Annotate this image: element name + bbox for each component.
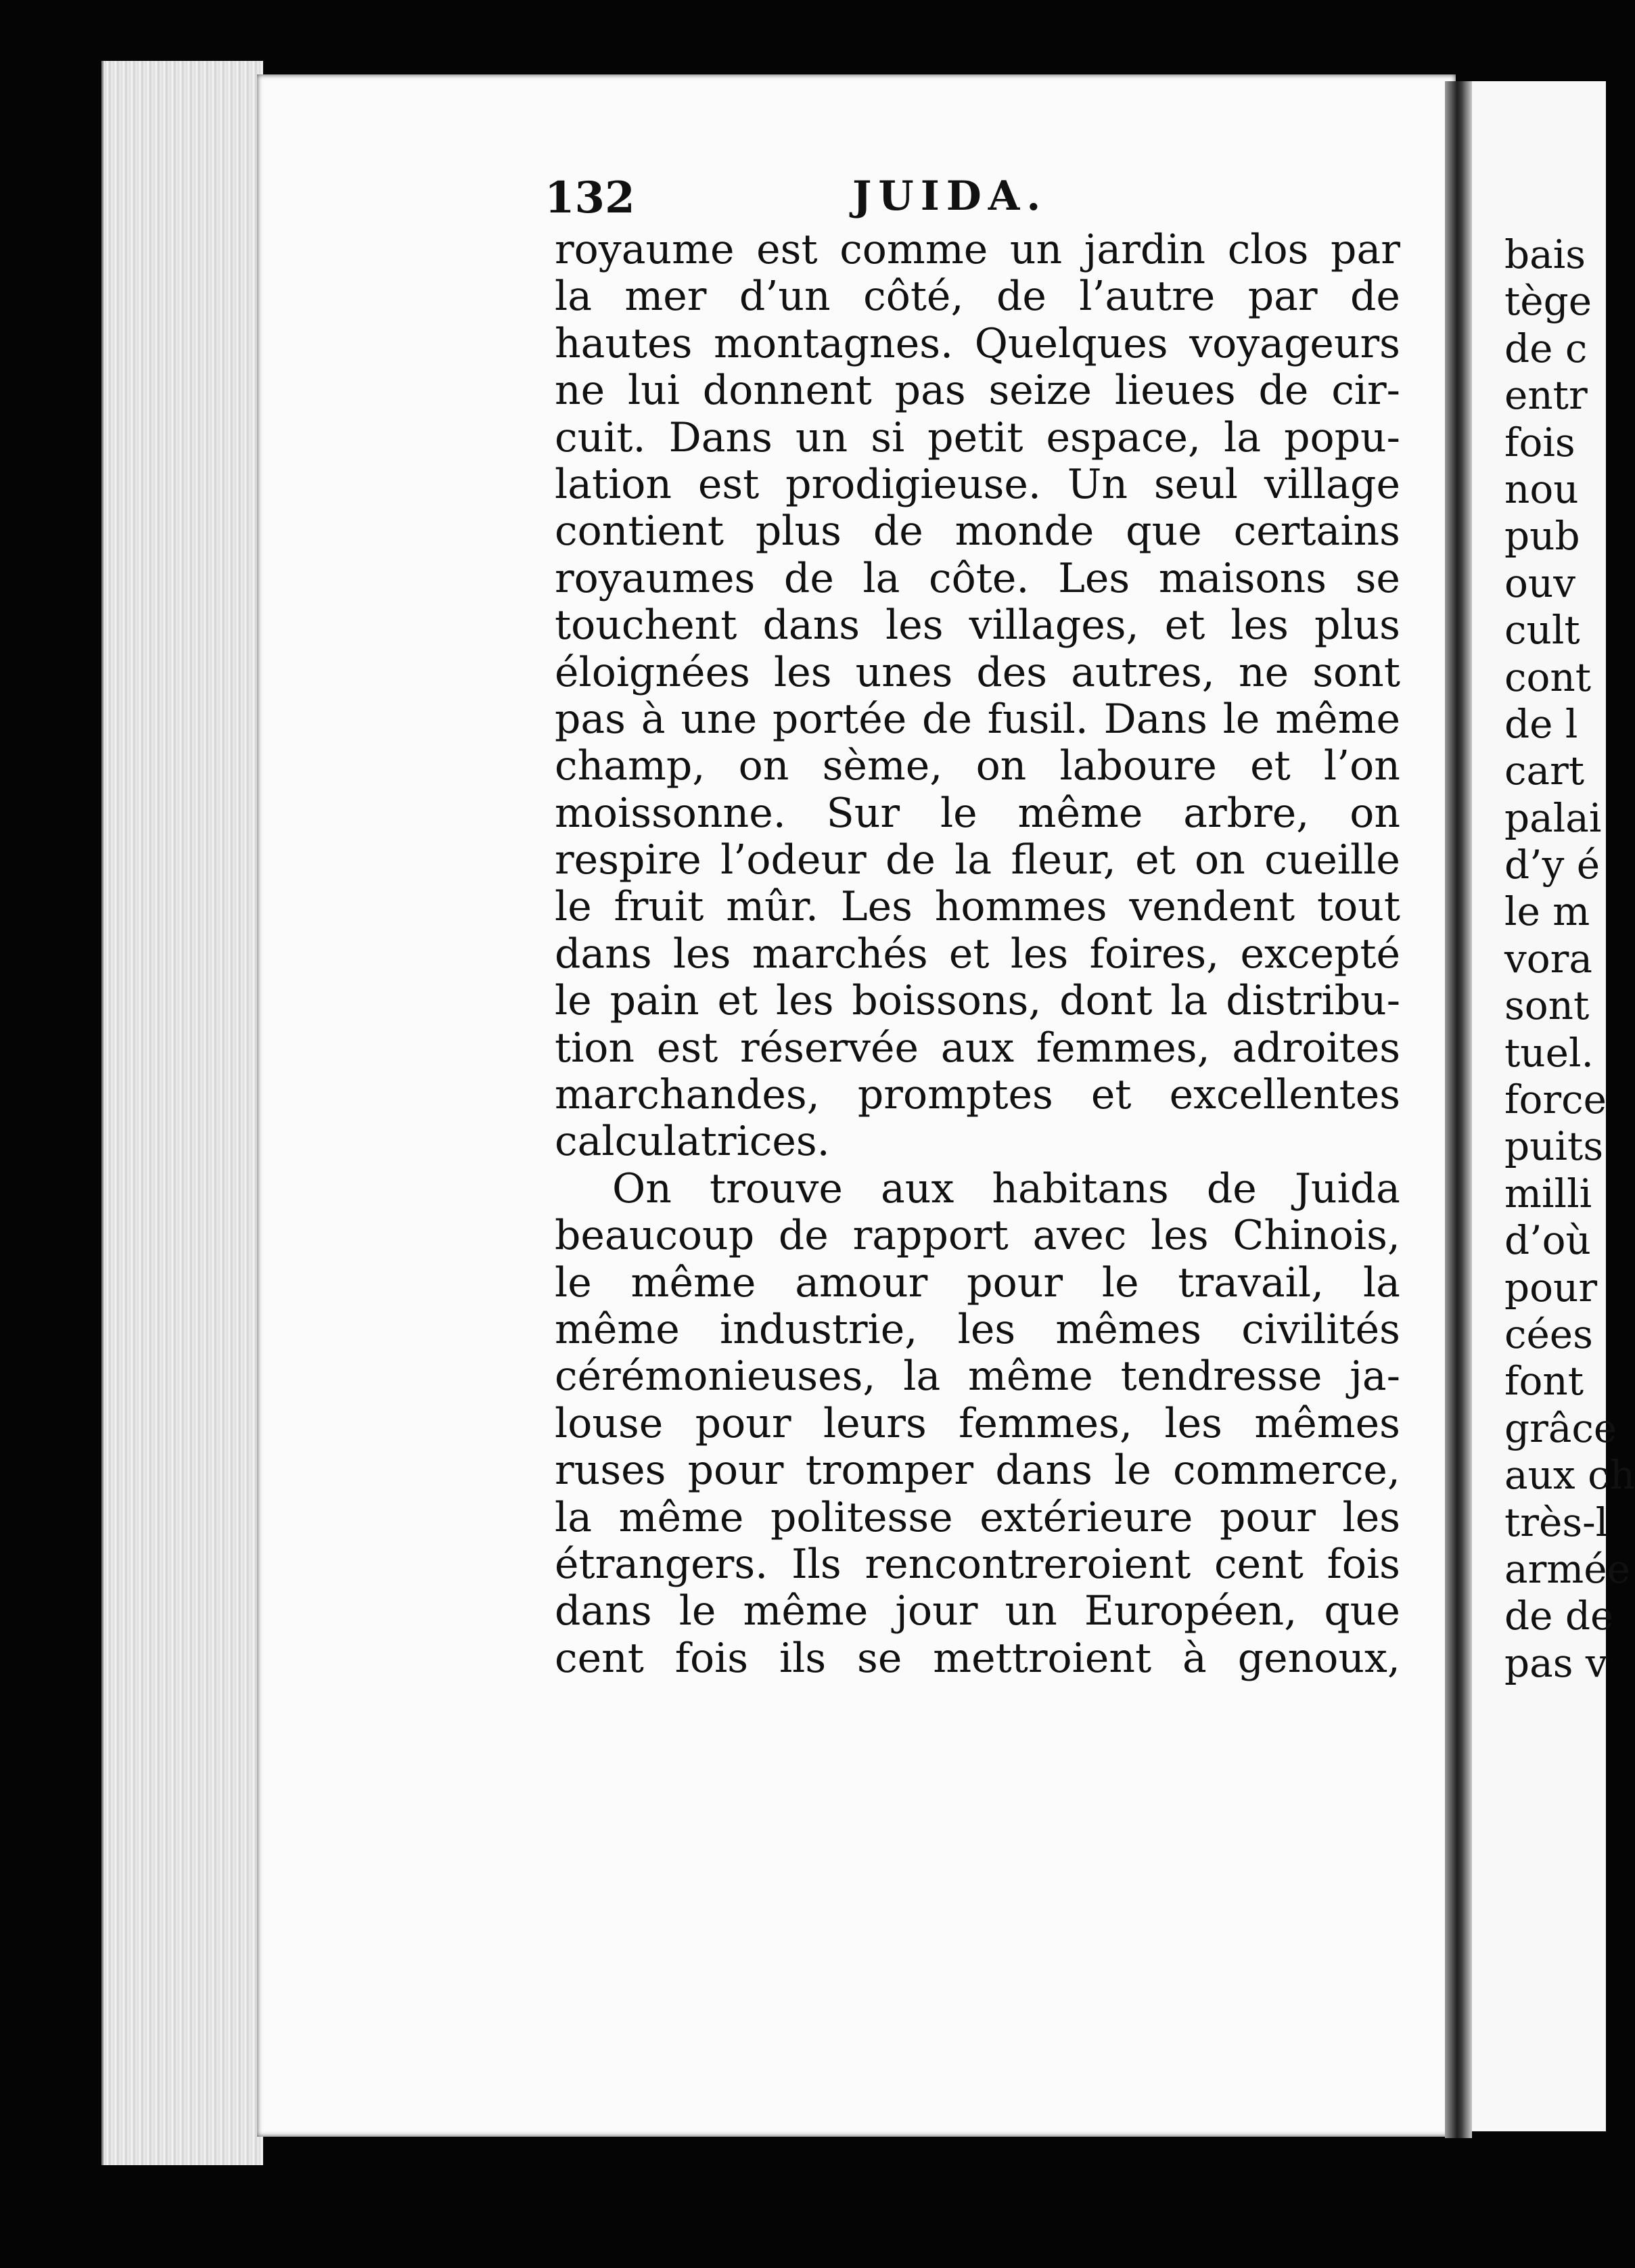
word: rapport [852,1212,1009,1260]
word: on [975,742,1027,790]
facing-line: cult [1504,607,1580,654]
word: marchandes, [555,1071,820,1119]
text-line [555,1118,1400,1165]
word: extérieure [980,1493,1193,1541]
word: certains [1233,507,1400,555]
word: ne [1238,648,1289,696]
facing-line: ouv [1504,560,1576,606]
word: côté, [863,273,964,321]
word: de [885,836,936,884]
word: les [1010,930,1069,978]
text-line [555,1635,1400,1682]
word: de [922,695,972,743]
word: voyageurs [1189,319,1400,367]
word: prodigieuse. [785,460,1042,508]
word: autres, [1071,648,1215,696]
word: même [618,1493,744,1541]
word: Européen, [1084,1587,1297,1635]
facing-page [1472,81,1635,2131]
word: cir- [1331,367,1400,415]
word: commerce, [1173,1447,1400,1495]
word: éloignées [555,648,750,696]
word: et [717,977,758,1025]
word: pas [894,367,966,415]
word: seize [988,367,1092,415]
word: de [778,1212,829,1260]
facing-line: tège [1504,278,1592,325]
word: Juida [1294,1164,1400,1212]
word: la [555,1493,592,1541]
word: l’on [1323,742,1400,790]
word: industrie, [720,1305,918,1353]
word: touchent [555,602,737,650]
word: respire [555,836,701,884]
word: cent [1214,1540,1304,1588]
text-line [555,1541,1400,1588]
word: est [656,1024,718,1072]
text-line [555,227,1400,273]
word: et [1164,602,1205,650]
word: excellentes [1169,1071,1400,1119]
word: des [976,648,1048,696]
word: clos [1227,226,1309,273]
word: jardin [1084,226,1206,273]
word: fois [1327,1540,1400,1588]
word: cueille [1264,836,1400,884]
text-line [555,367,1400,414]
word: le [555,1258,592,1307]
word: dans [555,1587,652,1635]
word: lieues [1114,367,1236,415]
word: ils [779,1634,827,1682]
word: ruses [555,1447,666,1495]
word: et [1135,836,1176,884]
word: les [1342,1493,1400,1541]
word: portée [772,695,907,743]
word: à [641,695,666,743]
word: pour [695,1399,791,1447]
word: travail, [1178,1258,1325,1307]
word: de [996,273,1046,321]
word: même [630,1258,756,1307]
facing-line: bais [1504,231,1586,277]
word: habitans [992,1164,1169,1212]
word: tendresse [1120,1353,1322,1401]
word: arbre, [1183,789,1310,837]
word: leurs [823,1399,927,1447]
word: civilités [1241,1305,1400,1353]
word: les [1151,1212,1209,1260]
text-line [555,602,1400,649]
word: Les [840,883,913,931]
text-line [555,1353,1400,1400]
word: adroites [1232,1024,1400,1072]
word: unes [855,648,953,696]
word: une [681,695,758,743]
word: les [885,602,944,650]
word: l’odeur [720,836,867,884]
facing-line: pour [1504,1264,1598,1311]
facing-line: puits [1504,1123,1604,1170]
word: se [1355,554,1400,602]
text-line [555,555,1400,602]
text-line [555,1401,1400,1447]
word: promptes [857,1071,1053,1119]
text-line [555,743,1400,790]
word: trouve [709,1164,843,1212]
text-line [555,273,1400,320]
text-line [555,1025,1400,1072]
word: le [940,789,977,837]
facing-line: très-l [1504,1499,1609,1545]
running-title: JUIDA. [852,173,1048,220]
word: même [555,1305,680,1353]
facing-line: nou [1504,466,1579,512]
word: le [678,1587,716,1635]
word: les [672,930,731,978]
word: calculatrices. [555,1118,830,1166]
word: popu- [1284,413,1400,461]
word: étrangers. [555,1540,768,1588]
facing-line: d’y é [1504,842,1601,888]
word: excepté [1240,930,1400,978]
facing-line: cées [1504,1311,1593,1357]
word: par [1247,273,1318,321]
word: tion [555,1024,635,1072]
word: à [1182,1634,1207,1682]
word: les [774,648,832,696]
word: marchés [752,930,928,978]
word: et [948,930,990,978]
word: de [1206,1164,1257,1212]
word: pour [967,1258,1063,1307]
word: Quelques [974,319,1168,367]
text-line [555,1072,1400,1118]
facing-line: force [1504,1076,1607,1123]
text-line [555,1166,1400,1212]
text-line [555,790,1400,837]
text-line [555,1260,1400,1307]
word: de [1350,273,1400,321]
word: sème, [822,742,943,790]
facing-line: milli [1504,1170,1592,1217]
word: cent [555,1634,644,1682]
word: le [1114,1447,1151,1495]
word: politesse [770,1493,953,1541]
word: Les [1058,554,1130,602]
word: mettroient [933,1634,1152,1682]
word: réservée [739,1024,919,1072]
word: on [1350,789,1400,837]
word: fusil. [987,695,1088,743]
word: avec [1032,1212,1127,1260]
facing-line: de c [1504,325,1588,371]
word: cuit. [555,413,646,461]
word: fruit [614,883,704,931]
text-line [555,1495,1400,1541]
book-gutter [1445,81,1472,2138]
facing-line: cont [1504,654,1592,700]
text-line [555,696,1400,743]
text-line [555,978,1400,1024]
word: les [1164,1399,1222,1447]
word: fois [674,1634,749,1682]
word: même [1017,789,1143,837]
word: les [957,1305,1016,1353]
text-line [555,1588,1400,1635]
facing-line: sont [1504,982,1590,1029]
word: le [555,977,592,1025]
facing-line: cart [1504,748,1585,794]
word: que [1324,1587,1400,1635]
facing-line: pub [1504,513,1580,560]
facing-line: aux ch [1504,1452,1635,1499]
word: aux [940,1024,1015,1072]
word: même [1275,695,1400,743]
word: hautes [555,319,693,367]
word: tout [1316,883,1400,931]
word: cérémonieuses, [555,1353,876,1401]
word: mêmes [1254,1399,1400,1447]
word: lui [627,367,680,415]
word: et [1250,742,1291,790]
word: la [1362,1258,1400,1307]
word: plus [1314,602,1400,650]
word: Ils [791,1540,842,1588]
text-line [555,461,1400,508]
word: dont [1059,977,1153,1025]
word: le [1222,695,1260,743]
word: dans [762,602,860,650]
word: vendent [1129,883,1295,931]
facing-line: font [1504,1358,1584,1405]
facing-line: le m [1504,888,1590,935]
word: femmes, [959,1399,1133,1447]
word: même [968,1353,1093,1401]
word: moissonne. [555,789,786,837]
word: tromper [805,1447,974,1495]
word: mêmes [1055,1305,1202,1353]
word: boissons, [852,977,1042,1025]
word: donnent [702,367,872,415]
text-line [555,415,1400,461]
word: est [756,226,818,273]
word: louse [555,1399,664,1447]
word: un [795,413,848,461]
word: montagnes. [714,319,954,367]
text-line [555,1212,1400,1259]
word: champ, [555,742,706,790]
text-line [555,650,1400,696]
word: la [1170,977,1208,1025]
word: Dans [1103,695,1207,743]
word: les [776,977,834,1025]
facing-line: fois [1504,419,1575,466]
word: la [555,273,592,321]
word: mûr. [726,883,819,931]
word: on [738,742,789,790]
word: la [862,554,900,602]
word: monde [954,507,1095,555]
word: le [1101,1258,1139,1307]
word: ne [555,367,605,415]
word: village [1264,460,1400,508]
word: royaume [555,226,735,273]
word: un [1005,1587,1057,1635]
word: pas [555,695,626,743]
text-line [555,884,1400,930]
facing-line: de de [1504,1593,1614,1639]
facing-line: armée [1504,1545,1630,1592]
word: de [873,507,923,555]
word: dans [555,930,652,978]
page-stack-edge [101,61,263,2165]
word: de [1258,367,1309,415]
word: espace, [1046,413,1201,461]
word: hommes [934,883,1107,931]
word: laboure [1059,742,1217,790]
text-line [555,837,1400,884]
word: mer [624,273,707,321]
word: Chinois, [1233,1212,1400,1260]
word: que [1126,507,1202,555]
text-line [555,1307,1400,1353]
word: de [783,554,834,602]
word: fleur, [1011,836,1116,884]
word: se [857,1634,902,1682]
word: amour [795,1258,928,1307]
word: villages, [969,602,1139,650]
word: comme [839,226,988,273]
facing-line: grâce [1504,1405,1617,1451]
word: côte. [929,554,1030,602]
facing-line: vora [1504,935,1592,982]
text-line [555,931,1400,978]
word: Sur [826,789,900,837]
facing-line: palai [1504,794,1602,841]
text-line [555,321,1400,367]
facing-line: tuel. [1504,1029,1594,1076]
word: d’un [739,273,831,321]
word: maisons [1158,554,1327,602]
word: la [954,836,992,884]
word: les [1230,602,1289,650]
word: foires, [1089,930,1220,978]
word: la [903,1353,941,1401]
word: et [1090,1071,1132,1119]
word: petit [927,413,1023,461]
facing-line: d’où [1504,1217,1591,1264]
word: par [1331,226,1400,273]
word: Un [1067,460,1128,508]
word: un [1009,226,1063,273]
word: rencontreroient [865,1540,1191,1588]
facing-page-text [1504,231,1635,1687]
word: dans [995,1447,1092,1495]
word: femmes, [1036,1024,1210,1072]
word: plus [755,507,842,555]
word: ja- [1350,1353,1400,1401]
word: aux [881,1164,954,1212]
word: distribu- [1226,977,1400,1025]
word: lation [555,460,672,508]
word: contient [555,507,724,555]
word: royaumes [555,554,756,602]
facing-line: pas v [1504,1639,1608,1686]
word: l’autre [1079,273,1216,321]
word: on [1195,836,1245,884]
word: seul [1153,460,1238,508]
word: si [871,413,905,461]
text-line [555,1447,1400,1494]
word: pain [609,977,699,1025]
facing-line: entr [1504,372,1588,419]
word: est [697,460,760,508]
word: pour [1220,1493,1316,1541]
word: Dans [668,413,773,461]
word: On [612,1164,672,1212]
page-number: 132 [545,173,635,223]
word: genoux, [1237,1634,1400,1682]
word: sont [1312,648,1400,696]
word: pour [687,1447,784,1495]
facing-line: de l [1504,700,1578,747]
word: le [555,883,592,931]
word: la [1224,413,1262,461]
text-line [555,508,1400,555]
body-text [555,227,1400,1682]
word: beaucoup [555,1212,755,1260]
word: jour [895,1587,978,1635]
word: même [743,1587,869,1635]
